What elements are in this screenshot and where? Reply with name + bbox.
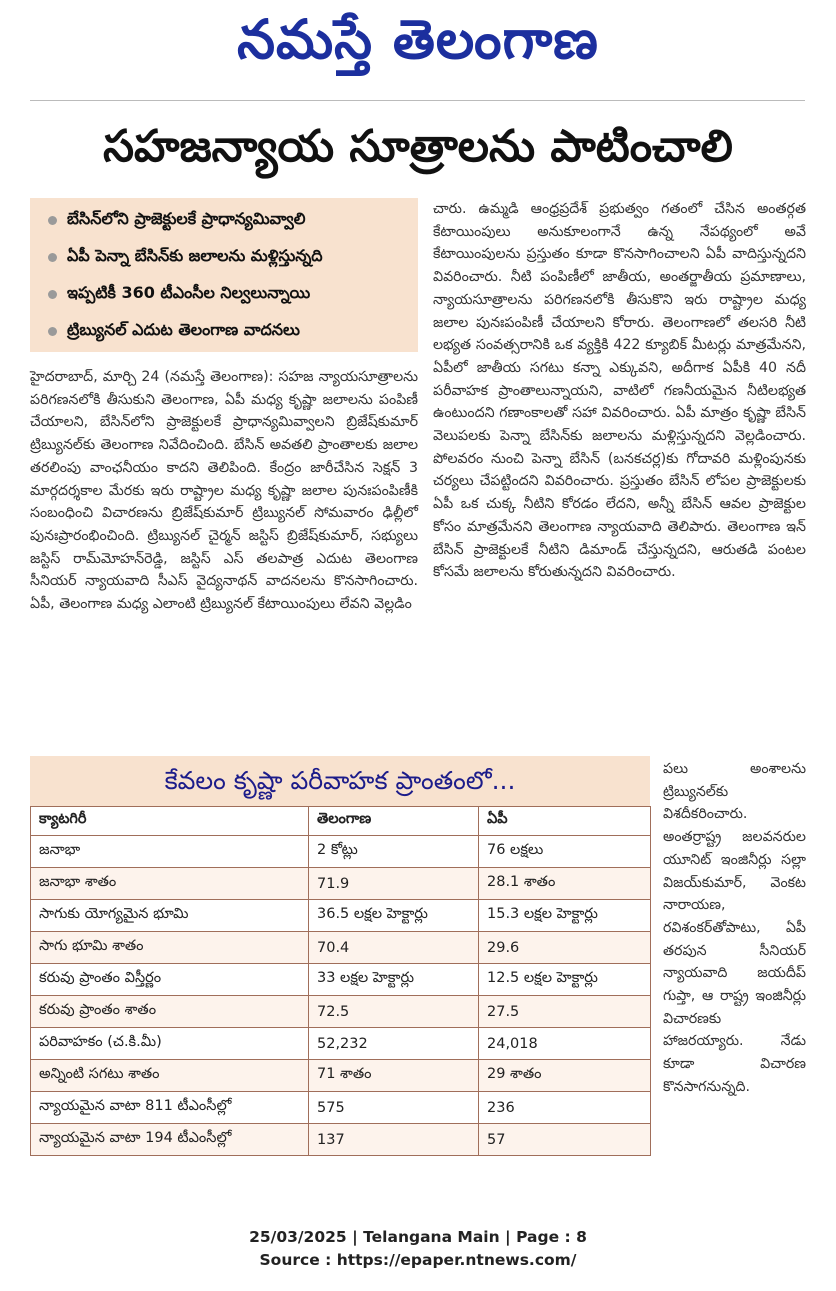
table-cell: 236: [479, 1092, 651, 1124]
table-header-cell: తెలంగాణ: [309, 807, 479, 836]
headline: సహజన్యాయ సూత్రాలను పాటించాలి: [103, 121, 733, 172]
table-cell: 76 లక్షలు: [479, 836, 651, 868]
table-cell: న్యాయమైన వాటా 811 టీఎంసీల్లో: [31, 1092, 309, 1124]
highlights-box: [30, 198, 418, 352]
highlight-item: [30, 276, 418, 313]
table-cell: 70.4: [309, 932, 479, 964]
highlight-text: ఇప్పటికీ 360 టీఎంసీల నిల్వలున్నాయి: [67, 283, 311, 302]
table-cell: జనాభా శాతం: [31, 868, 309, 900]
table-cell: 137: [309, 1124, 479, 1156]
table-cell: 71.9: [309, 868, 479, 900]
table-cell: 33 లక్షల హెక్టార్లు: [309, 964, 479, 996]
table-cell: 24,018: [479, 1028, 651, 1060]
table-row: [31, 836, 651, 868]
table-row: [31, 1060, 651, 1092]
table-cell: 12.5 లక్షల హెక్టార్లు: [479, 964, 651, 996]
table-cell: 28.1 శాతం: [479, 868, 651, 900]
table-row: [31, 900, 651, 932]
table-row: [31, 868, 651, 900]
highlight-item: [30, 313, 418, 350]
data-table-box: [30, 756, 650, 1156]
table-row: [31, 1124, 651, 1156]
table-header-cell: ఏపీ: [479, 807, 651, 836]
article-text-right: చారు. ఉమ్మడి ఆంధ్రప్రదేశ్ ప్రభుత్వం గతంలో చేసిన అంతర్గత కేటాయింపులు అనుకూలంగానే ఉన్న నేపథ్యంలో అవే కేటాయింపులను ప్రస్తుతం కూడా కొనసాగించాలని ఏపీ వాదిస్తున్నదని వివరించారు. నీటి పంపిణీలో జాతీయ, అంతర్జాతీయ ప్రమాణాలు, న్యాయసూత్రాలను పరిగణనలోకి తీసుకొని ఇరు రాష్ట్రాల మధ్య జలాల పునఃపంపిణీ చేయాలని కోరారు. తెలంగాణలో తలసరి నీటి లభ్యత సంవత్సరానికి ఒక వ్యక్తికి 422 క్యూబిక్ మీటర్లు మాత్రమేనని, ఏపీలో జాతీయ సగటు కన్నా ఎక్కువని, అదీగాక ఏపీకి 40 నదీ పరీవాహక ప్రాంతాలున్నాయని, వాటిలో గణనీయమైన నీటిలభ్యత ఉంటుందని గణాంకాలతో సహా వివరించారు. ఏపీ మాత్రం కృష్ణా బేసిన్ వెలుపలకు పెన్నా బేసిన్‌కు జలాలను మళ్లిస్తున్నదని వెల్లడించారు. పోలవరం నుంచి పెన్నా బేసిన్ (బనకచర్ల)కు గోదావరి మళ్లింపునకు చర్యలు చేపట్టిందని వివరించారు. ప్రస్తుతం బేసిన్ లోపల ప్రాజెక్టులకు ఏపీ ఒక చుక్క నీటిని కోరడం లేదని, అన్నీ బేసిన్ ఆవల ప్రాజెక్టుల కోసం మాత్రమేనని తెలంగాణ న్యాయవాది తెలిపారు. తెలంగాణ ఇన్ బేసిన్ ప్రాజెక్టులకే నీటిని డిమాండ్ చేస్తున్నదని, ఆరుతడి పంటల కోసమే జలాలను కోరుతున్నదని వివరించారు.: [433, 201, 806, 581]
table-cell: అన్నింటి సగటు శాతం: [31, 1060, 309, 1092]
table-title: కేవలం కృష్ణా పరీవాహక ప్రాంతంలో...: [30, 756, 650, 806]
highlight-item: [30, 239, 418, 276]
bullet-icon: [48, 216, 57, 225]
article-text-left: హైదరాబాద్, మార్చి 24 (నమస్తే తెలంగాణ): సహజ న్యాయసూత్రాలను పరిగణనలోకి తీసుకుని తెలంగాణ, ఏపీ మధ్య కృష్ణా జలాలను పంపిణీ చేయాలని, బేసిన్‌లోని ప్రాజెక్టులకే ప్రాధాన్యమివ్వాలని బ్రిజేష్‌కుమార్ ట్రిబ్యునల్‌కు తెలంగాణ నివేదించింది. బేసిన్ అవతలి ప్రాంతాలకు జలాల తరలింపు వాంఛనీయం కాదని తెలిపింది. కేంద్రం జారీచేసిన సెక్షన్ 3 మార్గదర్శకాల మేరకు ఇరు రాష్ట్రాల మధ్య కృష్ణా జలాల పునఃపంపిణీకి సంబంధించి విచారణను బ్రిజేష్‌కుమార్ ట్రిబ్యునల్ సోమవారం ఢిల్లీలో పునఃప్రారంభించింది. ట్రిబ్యునల్ చైర్మన్ జస్టిస్ బ్రిజేష్‌కుమార్, సభ్యులు జస్టిస్ రామ్‌మోహన్‌రెడ్డి, జస్టిస్ ఎస్ తలపాత్ర ఎదుట తెలంగాణ సీనియర్ న్యాయవాది సీఎస్ వైద్యనాథన్ వాదనలను కొనసాగించారు. ఏపీ, తెలంగాణ మధ్య ఎలాంటి ట్రిబ్యునల్ కేటాయింపులు లేవని వెల్లడిం: [30, 369, 418, 613]
table-cell: కరువు ప్రాంతం శాతం: [31, 996, 309, 1028]
table-header-cell: క్యాటగిరీ: [31, 807, 309, 836]
table-row: [31, 964, 651, 996]
article-column-narrow: [663, 758, 806, 1099]
masthead-divider: [30, 100, 805, 101]
table-cell: 71 శాతం: [309, 1060, 479, 1092]
table-row: [31, 996, 651, 1028]
highlight-text: ఏపీ పెన్నా బేసిన్‌కు జలాలను మళ్లిస్తున్నది: [67, 246, 323, 265]
highlight-item: [30, 202, 418, 239]
footer-source: Source : https://epaper.ntnews.com/: [259, 1251, 577, 1269]
masthead: నమస్తే తెలంగాణ: [237, 8, 599, 71]
table-cell: సాగుకు యోగ్యమైన భూమి: [31, 900, 309, 932]
article-column-left: [30, 366, 418, 616]
table-row: [31, 932, 651, 964]
bullet-icon: [48, 327, 57, 336]
table-cell: సాగు భూమి శాతం: [31, 932, 309, 964]
table-cell: 36.5 లక్షల హెక్టార్లు: [309, 900, 479, 932]
table-cell: 27.5: [479, 996, 651, 1028]
bullet-icon: [48, 253, 57, 262]
footer-edition-info: 25/03/2025 | Telangana Main | Page : 8: [249, 1228, 587, 1246]
table-cell: 52,232: [309, 1028, 479, 1060]
table-header-row: [31, 807, 651, 836]
table-cell: 29.6: [479, 932, 651, 964]
highlight-text: ట్రిబ్యునల్ ఎదుట తెలంగాణ వాదనలు: [67, 320, 300, 339]
table-cell: 575: [309, 1092, 479, 1124]
article-text-narrow: పలు అంశాలను ట్రిబ్యునల్‌కు విశదీకరించారు. అంతర్రాష్ట్ర జలవనరుల యూనిట్ ఇంజినీర్లు సల్లా విజయ్‌కుమార్, వెంకట నారాయణ, రవిశంకర్‌తోపాటు, ఏపీ తరపున సీనియర్ న్యాయవాది జయదీప్ గుప్తా, ఆ రాష్ట్ర ఇంజినీర్లు విచారణకు హాజరయ్యారు. నేడు కూడా విచారణ కొనసాగనున్నది.: [663, 761, 806, 1095]
table-cell: 15.3 లక్షల హెక్టార్లు: [479, 900, 651, 932]
highlight-text: బేసిన్‌లోని ప్రాజెక్టులకే ప్రాధాన్యమివ్వాలి: [67, 209, 306, 228]
table-cell: జనాభా: [31, 836, 309, 868]
table-row: [31, 1092, 651, 1124]
table-cell: 2 కోట్లు: [309, 836, 479, 868]
table-cell: 57: [479, 1124, 651, 1156]
data-table: [30, 806, 651, 1156]
table-cell: 72.5: [309, 996, 479, 1028]
table-cell: కరువు ప్రాంతం విస్తీర్ణం: [31, 964, 309, 996]
table-cell: న్యాయమైన వాటా 194 టీఎంసీల్లో: [31, 1124, 309, 1156]
table-cell: 29 శాతం: [479, 1060, 651, 1092]
table-row: [31, 1028, 651, 1060]
bullet-icon: [48, 290, 57, 299]
table-cell: పరివాహకం (చ.కి.మీ): [31, 1028, 309, 1060]
article-column-right: [433, 198, 806, 584]
